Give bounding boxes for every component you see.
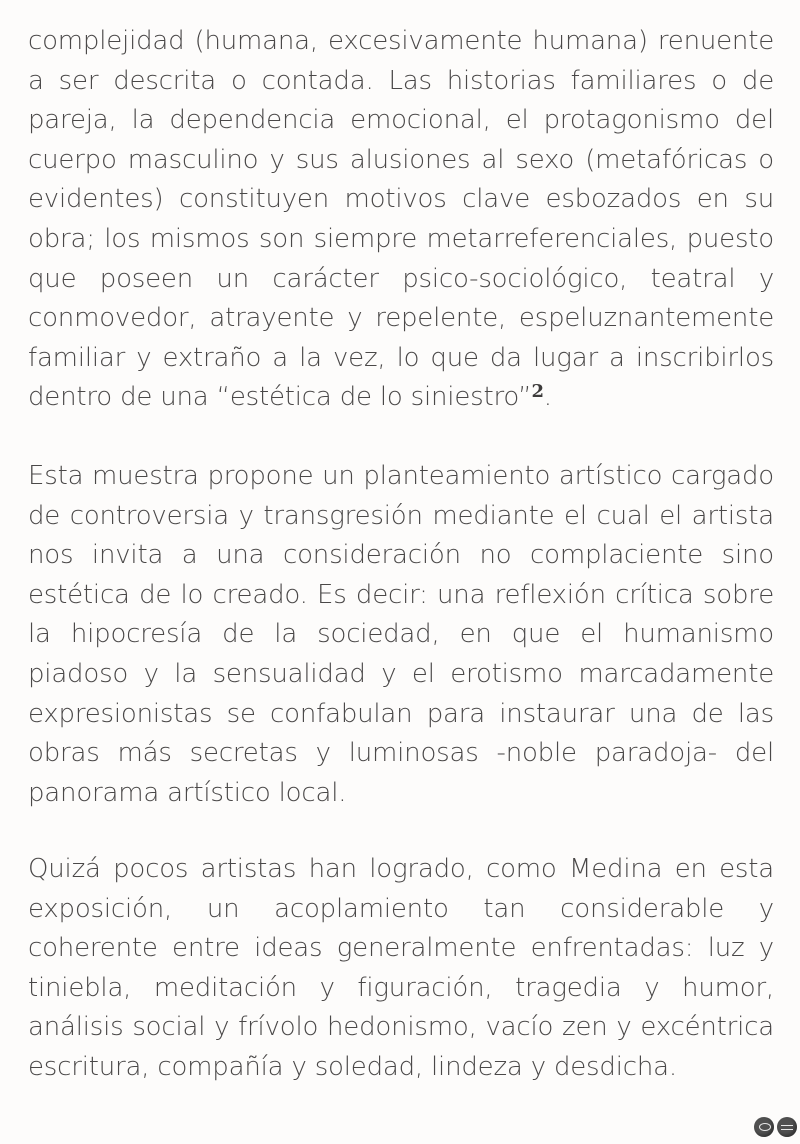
paragraph-3 [28,850,774,1088]
paragraph-1 [28,22,774,418]
text-line: exposición, un acoplamiento tan considerable y [28,893,774,924]
text-line: cuerpo masculino y sus alusiones al sexo (metafóricas o [28,144,774,175]
text-line: nos invita a una consideración no complaciente sino [28,540,774,571]
text-line: evidentes) constituyen motivos clave esbozados en su [28,184,774,215]
text-line: piadoso y la sensualidad y el erotismo marcadamente [28,658,774,689]
text-line: la hipocresía de la sociedad, en que el humanismo [28,619,774,650]
text-line-content: dentro de una “estética de lo siniestro” [28,382,532,413]
menu-icon[interactable] [777,1117,797,1137]
text-line-last: panorama artístico local. [28,777,347,808]
text-line: obra; los mismos son siempre metarreferenciales, puesto [28,223,774,254]
corner-icons [754,1117,800,1139]
text-line: Esta muestra propone un planteamiento artístico cargado [28,461,774,491]
text-line: Quizá pocos artistas han logrado, como Medina en esta [28,854,774,884]
text-line: pareja, la dependencia emocional, el protagonismo del [28,105,774,136]
text-line: de controversia y transgresión mediante el cual el artista [28,500,774,531]
text-line: expresionistas se confabulan para instaurar una de las [28,698,774,729]
text-line: conmovedor, atrayente y repelente, espeluznantemente [28,303,774,334]
text-line: que poseen un carácter psico-sociológico, teatral y [28,263,774,294]
text-line: tiniebla, meditación y figuración, tragedia y humor, [28,972,774,1003]
page-curl-icon[interactable] [754,1117,774,1137]
text-line: familiar y extraño a la vez, lo que da lugar a inscribirlos [28,342,774,373]
text-line-last: escritura, compañía y soledad, lindeza y desdicha. [28,1051,677,1082]
text-line-last [28,378,774,418]
text-line: complejidad (humana, excesivamente humana) renuente [28,26,774,56]
sentence-end: . [543,382,552,413]
text-line: estética de lo creado. Es decir: una reflexión crítica sobre [28,579,774,610]
text-line: análisis social y frívolo hedonismo, vacío zen y excéntrica [28,1012,774,1043]
text-line: obras más secretas y luminosas -noble paradoja- del [28,738,774,769]
text-line: coherente entre ideas generalmente enfrentadas: luz y [28,933,774,964]
text-line: a ser descrita o contada. Las historias familiares o de [28,65,774,96]
footnote-reference[interactable]: 2 [531,381,544,403]
paragraph-2 [28,457,774,813]
